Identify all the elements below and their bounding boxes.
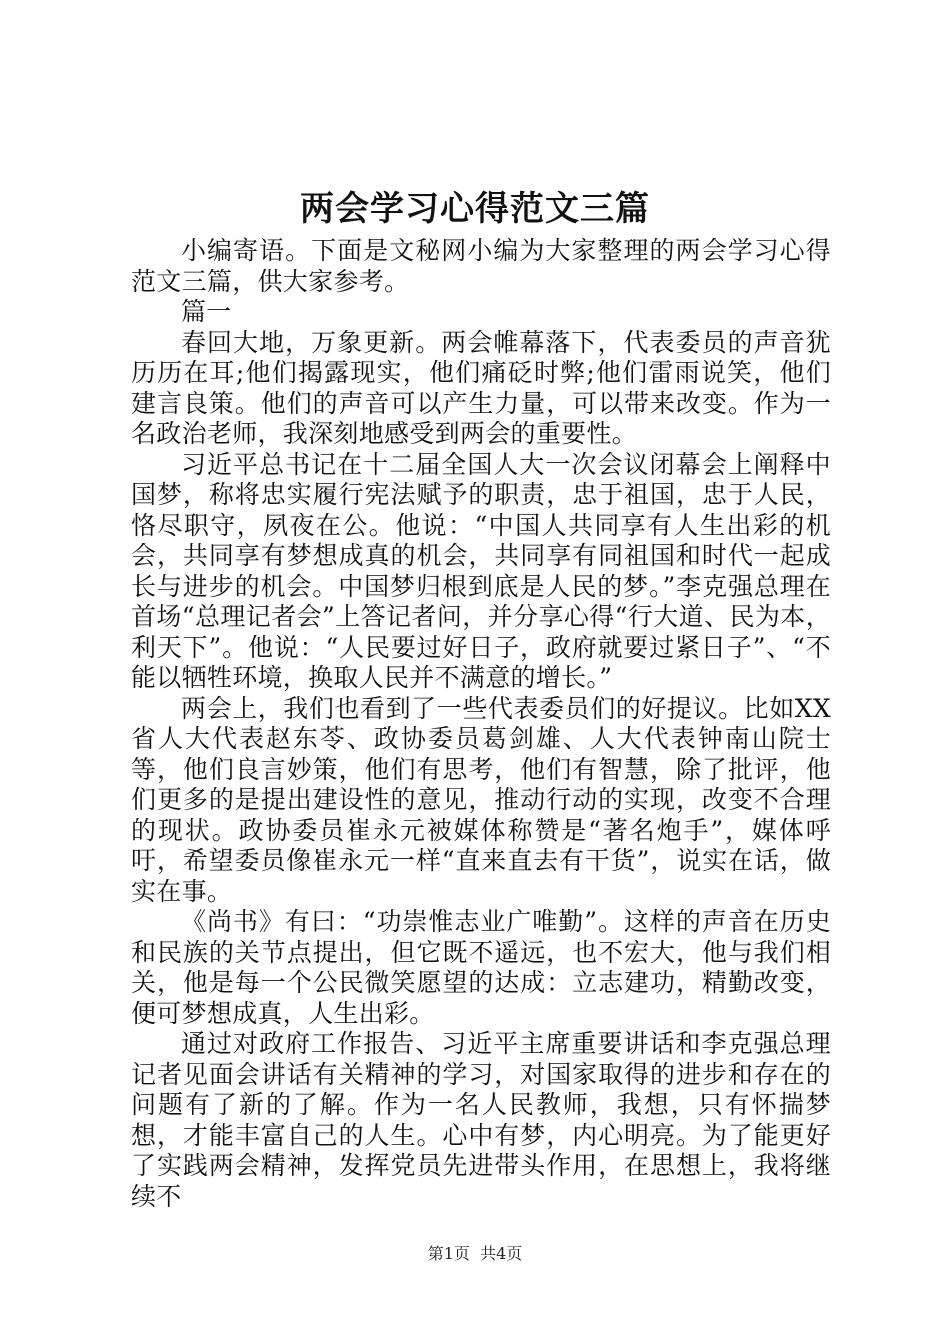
paragraph: 习近平总书记在十二届全国人大一次会议闭幕会上阐释中国梦，称将忠实履行宪法赋予的职责，忠于祖国，忠于人民，恪尽职守，夙夜在公。他说：“中国人共同享有人生出彩的机会，共同享有梦想成真的机会，共同享有同祖国和时代一起成长与进步的机会。中国梦归根到底是人民的梦。”李克强总理在首场“总理记者会”上答记者问，并分享心得“行大道、民为本，利天下”。他说：“人民要过好日子，政府就要过紧日子”、“不能以牺牲环境，换取人民并不满意的增长。” — [131, 449, 831, 692]
paragraph: 两会上，我们也看到了一些代表委员们的好提议。比如XX省人大代表赵东苓、政协委员葛剑雄、人大代表钟南山院士等，他们良言妙策，他们有思考，他们有智慧，除了批评，他们更多的是提出建设性的意见，推动行动的实现，改变不合理的现状。政协委员崔永元被媒体称赞是“著名炮手”，媒体呼吁，希望委员像崔永元一样“直来直去有干货”，说实在话，做实在事。 — [131, 693, 831, 906]
document-title: 两会学习心得范文三篇 — [300, 189, 650, 229]
paragraph: 春回大地，万象更新。两会帷幕落下，代表委员的声音犹历历在耳;他们揭露现实，他们痛砭时弊;他们雷雨说笑，他们建言良策。他们的声音可以产生力量，可以带来改变。作为一名政治老师，我深刻地感受到两会的重要性。 — [131, 327, 831, 448]
page-footer — [0, 1243, 950, 1265]
paragraph: 《尚书》有曰：“功崇惟志业广唯勤”。这样的声音在历史和民族的关节点提出，但它既不遥远，也不宏大，他与我们相关，他是每一个公民微笑愿望的达成：立志建功，精勤改变，便可梦想成真，人生出彩。 — [131, 907, 831, 1028]
paragraph: 通过对政府工作报告、习近平主席重要讲话和李克强总理记者见面会讲话有关精神的学习，对国家取得的进步和存在的问题有了新的了解。作为一名人民教师，我想，只有怀揣梦想，才能丰富自己的人生。心中有梦，内心明亮。为了能更好了实践两会精神，发挥党员先进带头作用，在思想上，我将继续不 — [131, 1029, 831, 1211]
document-body — [131, 236, 831, 1212]
section-heading-part-one: 篇一 — [181, 297, 232, 326]
page-number-label: 第1页 共4页 — [427, 1244, 523, 1263]
paragraph-intro: 小编寄语。下面是文秘网小编为大家整理的两会学习心得范文三篇，供大家参考。 — [131, 236, 831, 296]
